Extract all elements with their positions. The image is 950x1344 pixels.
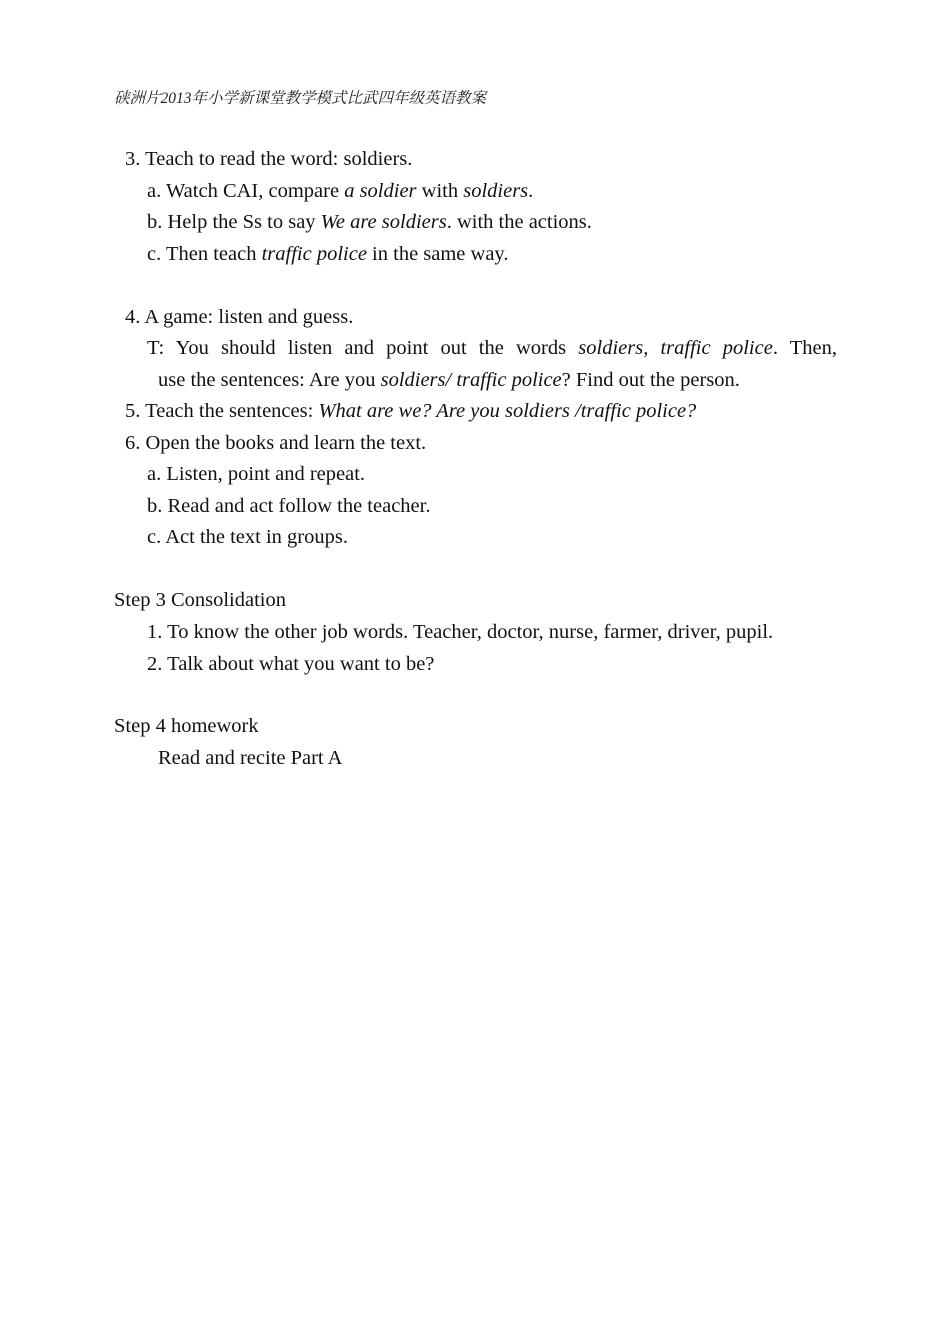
item-3b-text-2: . with the actions. (446, 211, 592, 233)
item-3a-text-2: with (416, 180, 464, 202)
item-3c-italic: traffic police (261, 243, 367, 265)
item-4-text-2: . Then, (772, 337, 837, 359)
item-3b-italic: We are soldiers (320, 211, 447, 233)
step-3-item-1: 1. To know the other job words. Teacher, doctor, nurse, farmer, driver, pupil. (147, 621, 774, 643)
item-4-italic: soldiers, traffic police (578, 337, 773, 359)
item-4-text: T: You should listen and point out the words (147, 337, 579, 359)
item-5 (125, 399, 696, 423)
step-3-title: Step 3 Consolidation (114, 589, 286, 611)
item-3a-italic-1: a soldier (344, 180, 417, 202)
item-4-cont-italic: soldiers/ traffic police (380, 369, 562, 391)
item-4-heading: 4. A game: listen and guess. (125, 306, 354, 328)
step-4-title: Step 4 homework (114, 715, 259, 737)
item-4-cont-text-2: ? Find out the person. (561, 369, 740, 391)
item-3c (147, 242, 508, 266)
item-3c-text-2: in the same way. (366, 243, 509, 265)
item-3-heading: 3. Teach to read the word: soldiers. (125, 148, 413, 170)
item-3b (147, 210, 592, 234)
item-3a-text-3: . (528, 180, 534, 202)
item-6c: c. Act the text in groups. (147, 526, 348, 548)
item-4-instructions (147, 336, 837, 360)
item-5-text: 5. Teach the sentences: (125, 400, 319, 422)
item-3b-text: b. Help the Ss to say (147, 211, 321, 233)
item-6b: b. Read and act follow the teacher. (147, 495, 431, 517)
item-5-italic: What are we? Are you soldiers /traffic police? (318, 400, 697, 422)
item-4-cont-text: use the sentences: Are you (158, 369, 381, 391)
step-3-item-2: 2. Talk about what you want to be? (147, 653, 435, 675)
step-4-item-1: Read and recite Part A (158, 747, 343, 769)
page-header: 硖洲片2013年小学新课堂教学模式比武四年级英语教案 (114, 90, 487, 107)
item-3a (147, 179, 533, 203)
item-6a: a. Listen, point and repeat. (147, 463, 366, 485)
item-4-instructions-cont (158, 368, 740, 392)
item-3c-text: c. Then teach (147, 243, 262, 265)
item-3a-italic-2: soldiers (463, 180, 529, 202)
item-3a-text: a. Watch CAI, compare (147, 180, 345, 202)
item-6-heading: 6. Open the books and learn the text. (125, 432, 427, 454)
